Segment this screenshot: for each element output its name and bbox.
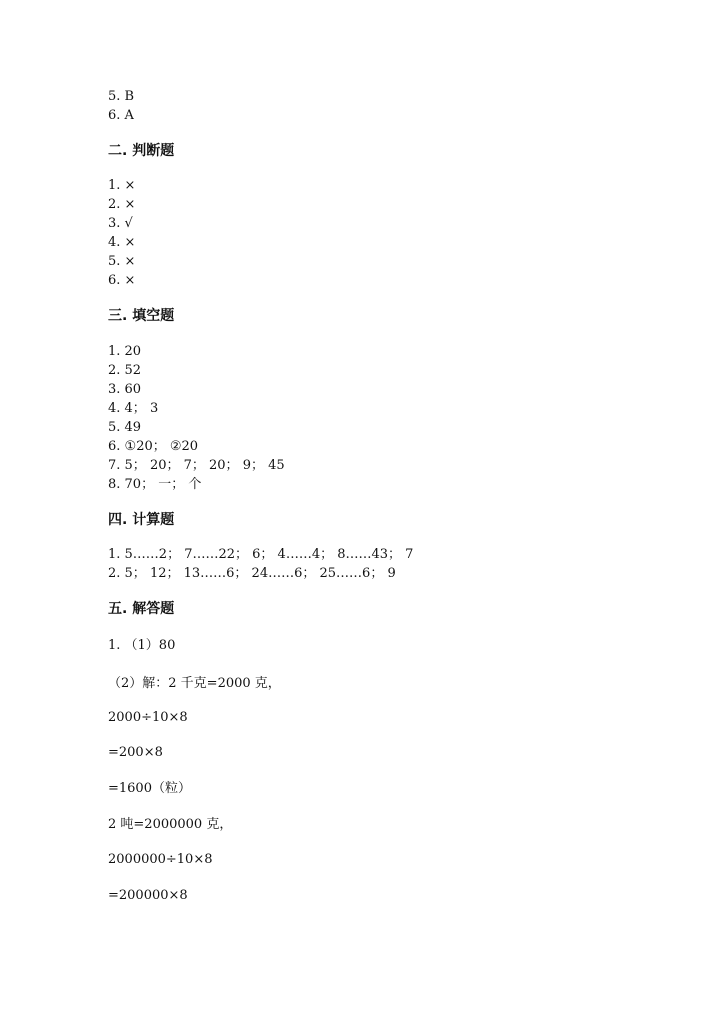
answer-line: 1. × [108, 178, 136, 193]
answer-line: 5. × [108, 254, 136, 269]
solution-line: 2 吨=2000000 克， [108, 817, 233, 832]
section-heading-calculation: 四. 计算题 [108, 512, 175, 528]
answer-line: 7. 5； 20； 7； 20； 9； 45 [108, 458, 285, 473]
solution-line: 2000000÷10×8 [108, 852, 213, 867]
solution-line: =200000×8 [108, 888, 188, 903]
answer-line: 3. √ [108, 216, 133, 231]
answer-line: 5. B [108, 89, 135, 104]
answer-line: 8. 70； 一； 个 [108, 477, 202, 492]
solution-line: （2）解：2 千克=2000 克， [108, 676, 281, 691]
solution-line: 1. （1）80 [108, 638, 176, 653]
section-heading-word-problems: 五. 解答题 [108, 601, 175, 617]
answer-line: 2. 52 [108, 363, 142, 378]
answer-line: 2. × [108, 197, 136, 212]
answer-line: 4. 4； 3 [108, 401, 159, 416]
section-heading-judgement: 二. 判断题 [108, 143, 175, 159]
answer-line: 4. × [108, 235, 136, 250]
answer-line: 5. 49 [108, 420, 142, 435]
answer-line: 3. 60 [108, 382, 142, 397]
section-heading-fill-blank: 三. 填空题 [108, 308, 175, 324]
answer-line: 2. 5； 12； 13……6； 24……6； 25……6； 9 [108, 566, 396, 581]
answer-line: 1. 20 [108, 344, 142, 359]
solution-line: =1600（粒） [108, 781, 191, 796]
answer-line: 6. A [108, 108, 134, 123]
answer-line: 6. × [108, 273, 136, 288]
solution-line: =200×8 [108, 745, 163, 760]
answer-line: 1. 5……2； 7……22； 6； 4……4； 8……43； 7 [108, 547, 414, 562]
answer-line: 6. ①20； ②20 [108, 439, 199, 454]
solution-line: 2000÷10×8 [108, 710, 188, 725]
